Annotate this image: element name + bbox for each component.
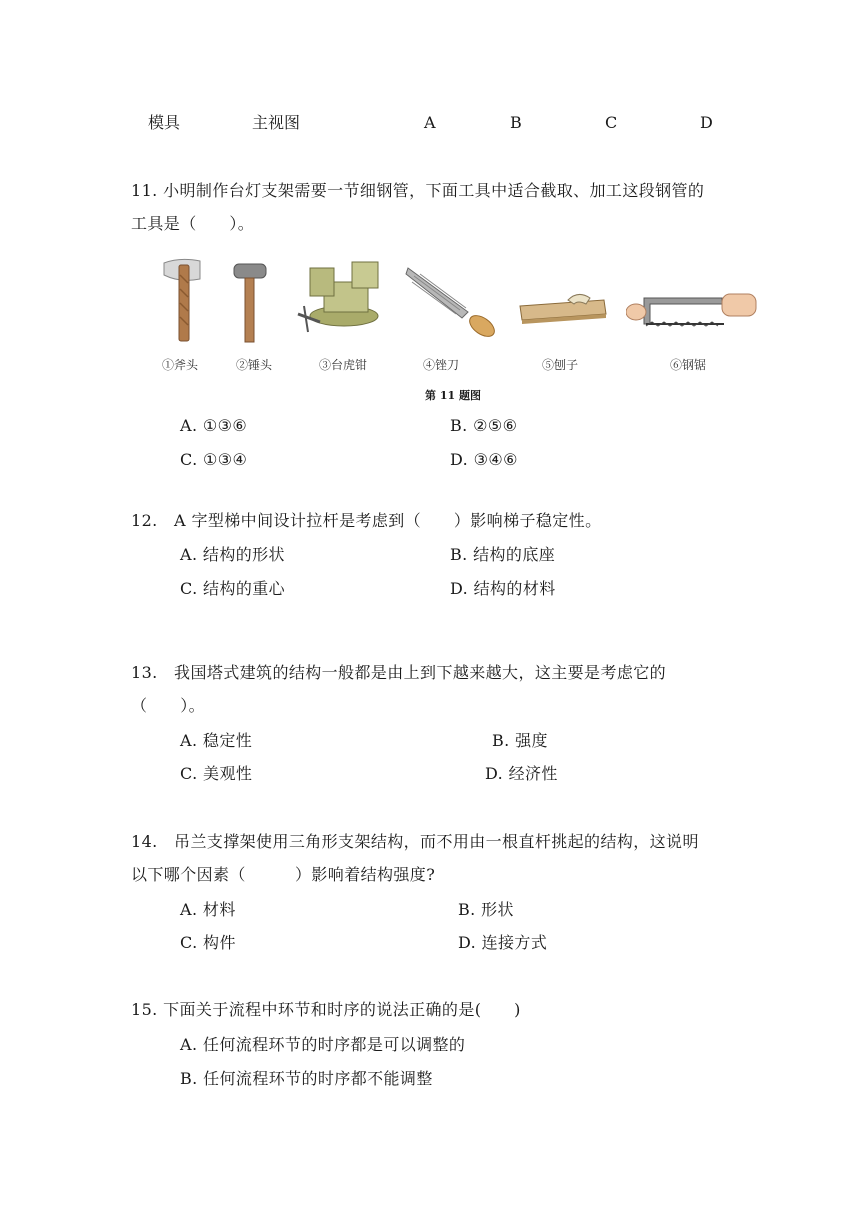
axe-icon [160,255,206,345]
tool-label-file: ④锉刀 [423,358,460,372]
q13-text-line2: （ ）。 [131,696,206,715]
tool-label-hacksaw: ⑥钢锯 [670,358,707,372]
file-icon [404,262,498,338]
q11-option-b: B. ②⑤⑥ [450,416,518,435]
tool-label-vise: ③台虎钳 [319,358,368,372]
q11-text-line1: 11. 小明制作台灯支架需要一节细钢管，下面工具中适合截取、加工这段钢管的 [131,181,705,200]
q14-text-line2: 以下哪个因素（ ）影响着结构强度? [131,865,436,884]
q12-text-line1: 12. A 字型梯中间设计拉杆是考虑到（ ）影响梯子稳定性。 [131,511,602,530]
label-d: D [700,113,713,132]
q12-option-c: C. 结构的重心 [180,579,286,598]
hammer-icon [230,258,270,344]
q14-text-line1: 14. 吊兰支撑架使用三角形支架结构，而不用由一根直杆挑起的结构，这说明 [131,832,699,851]
tool-label-hammer: ②锤头 [236,358,273,372]
figure-caption: 第 11 题图 [425,389,481,402]
q13-text-line1: 13. 我国塔式建筑的结构一般都是由上到下越来越大，这主要是考虑它的 [131,663,667,682]
q13-option-a: A. 稳定性 [180,731,253,750]
q13-option-c: C. 美观性 [180,764,253,783]
q14-option-b: B. 形状 [458,900,514,919]
q14-option-c: C. 构件 [180,933,236,952]
q13-option-d: D. 经济性 [485,764,558,783]
q14-option-a: A. 材料 [180,900,236,919]
label-mold: 模具 [148,113,181,132]
hacksaw-icon [626,288,758,334]
label-front-view: 主视图 [252,113,301,132]
tool-label-plane: ⑤刨子 [542,358,579,372]
q12-option-a: A. 结构的形状 [180,545,285,564]
q13-option-b: B. 强度 [492,731,548,750]
q11-option-d: D. ③④⑥ [450,450,518,469]
q15-option-b: B. 任何流程环节的时序都不能调整 [180,1069,433,1088]
q11-option-a: A. ①③⑥ [180,416,248,435]
q15-option-a: A. 任何流程环节的时序都是可以调整的 [180,1035,466,1054]
q12-option-b: B. 结构的底座 [450,545,556,564]
label-a: A [424,113,436,132]
q14-option-d: D. 连接方式 [458,933,548,952]
label-c: C [605,113,618,132]
q11-option-c: C. ①③④ [180,450,248,469]
label-b: B [510,113,522,132]
q15-text-line1: 15. 下面关于流程中环节和时序的说法正确的是( ) [131,1000,521,1019]
plane-icon [516,292,610,332]
bench-vise-icon [296,256,388,334]
q12-option-d: D. 结构的材料 [450,579,556,598]
q11-text-line2: 工具是（ ）。 [131,214,255,233]
tool-label-axe: ①斧头 [162,358,199,372]
